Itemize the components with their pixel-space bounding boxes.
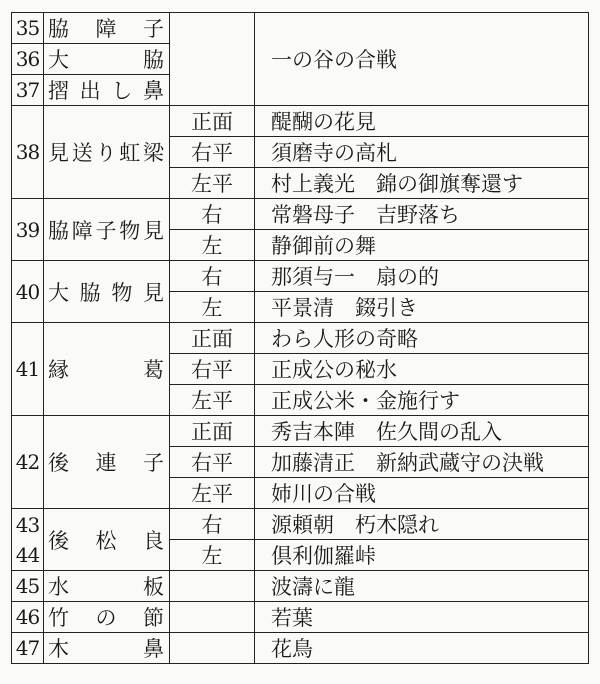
part-name: [48, 44, 164, 74]
table-row: [12, 571, 589, 602]
entry-number: 37: [12, 75, 44, 106]
table-row: [12, 323, 589, 354]
entry-number-line: 44: [15, 542, 40, 567]
part-name: [48, 447, 164, 477]
theme-title: 須磨寺の高札: [255, 137, 589, 168]
part-name: [48, 602, 164, 632]
part-name-cell: [44, 261, 170, 323]
part-name-char: 物: [119, 218, 141, 243]
table-row: [12, 509, 589, 540]
theme-title: 倶利伽羅峠: [255, 540, 589, 571]
part-name-char: 板: [143, 575, 164, 599]
side-cell: 左平: [170, 385, 255, 416]
theme-title: 那須与一 扇の的: [255, 261, 589, 292]
entry-number: 36: [12, 44, 44, 75]
part-name-char: 見: [48, 141, 69, 165]
part-name-char: 後: [48, 451, 69, 475]
theme-title: わら人形の奇略: [255, 323, 589, 354]
part-name-cell: [44, 633, 170, 664]
theme-title: 一の谷の合戦: [255, 13, 589, 106]
side-cell: 正面: [170, 416, 255, 447]
part-name-char: 良: [143, 528, 164, 553]
theme-title: 花鳥: [255, 633, 589, 664]
part-name-char: 鼻: [143, 637, 164, 661]
part-name: [48, 633, 164, 663]
side-cell: [170, 571, 255, 602]
side-cell: [170, 633, 255, 664]
part-name-char: し: [111, 79, 133, 103]
part-name-cell: [44, 13, 170, 44]
part-name-char: 竹: [48, 606, 69, 630]
part-name-char: 見: [142, 280, 164, 305]
part-name: [48, 525, 164, 555]
side-cell: 右平: [170, 137, 255, 168]
part-name: [48, 354, 164, 384]
theme-title: 静御前の舞: [255, 230, 589, 261]
part-name-char: 梁: [143, 141, 164, 165]
table-body: [12, 13, 589, 664]
side-cell: 正面: [170, 106, 255, 137]
part-name-char: 子: [143, 17, 164, 41]
theme-title: 村上義光 錦の御旗奪還す: [255, 168, 589, 199]
carving-list-table: [11, 12, 589, 664]
table-row: [12, 106, 589, 137]
side-cell: 右平: [170, 447, 255, 478]
table-row: [12, 633, 589, 664]
theme-title: 姉川の合戦: [255, 478, 589, 509]
entry-number-line: 43: [15, 512, 40, 537]
entry-number: 47: [12, 633, 44, 664]
part-name-cell: [44, 75, 170, 106]
entry-number: 42: [12, 416, 44, 509]
part-name-char: 子: [143, 451, 164, 475]
theme-title: 正成公米・金施行す: [255, 385, 589, 416]
theme-title: 源頼朝 朽木隠れ: [255, 509, 589, 540]
part-name-char: の: [95, 606, 117, 630]
side-cell: 左平: [170, 478, 255, 509]
table-row: [12, 602, 589, 633]
side-cell: 左: [170, 292, 255, 323]
part-name-char: 摺: [48, 79, 69, 103]
part-name-cell: [44, 416, 170, 509]
part-name-char: 虹: [119, 141, 141, 165]
part-name-char: 木: [48, 637, 69, 661]
side-cell: 左: [170, 230, 255, 261]
part-name: [48, 137, 164, 167]
part-name-cell: [44, 44, 170, 75]
part-name-char: 送: [71, 141, 93, 165]
theme-title: 平景清 錣引き: [255, 292, 589, 323]
part-name-cell: [44, 106, 170, 199]
entry-number: 45: [12, 571, 44, 602]
part-name-char: 物: [111, 280, 133, 305]
theme-title: 加藤清正 新納武蔵守の決戦: [255, 447, 589, 478]
side-cell: 左: [170, 540, 255, 571]
theme-title: 常磐母子 吉野落ち: [255, 199, 589, 230]
part-name-char: 後: [48, 528, 69, 553]
part-name-char: 障: [71, 218, 93, 243]
entry-number: 39: [12, 199, 44, 261]
part-name-cell: [44, 323, 170, 416]
theme-title: 醍醐の花見: [255, 106, 589, 137]
side-cell: 左平: [170, 168, 255, 199]
part-name-char: 松: [95, 528, 117, 553]
side-cell: 正面: [170, 323, 255, 354]
entry-number: 35: [12, 13, 44, 44]
part-name: [48, 75, 164, 105]
part-name: [48, 13, 164, 43]
side-cell: 右: [170, 261, 255, 292]
table-row: [12, 261, 589, 292]
part-name-char: 出: [79, 79, 101, 103]
theme-title: 正成公の秘水: [255, 354, 589, 385]
theme-title: 秀吉本陣 佐久間の乱入: [255, 416, 589, 447]
entry-number: 46: [12, 602, 44, 633]
part-name-char: 脇: [143, 48, 164, 72]
part-name-char: 子: [95, 218, 117, 243]
part-name-cell: [44, 199, 170, 261]
theme-title: 波濤に龍: [255, 571, 589, 602]
part-name-char: 水: [48, 575, 69, 599]
part-name-char: 縁: [48, 358, 69, 382]
entry-number: [12, 509, 44, 571]
theme-title: 若葉: [255, 602, 589, 633]
part-name-char: 鼻: [142, 79, 164, 103]
table-row: [12, 416, 589, 447]
side-cell: [170, 602, 255, 633]
part-name-char: 障: [95, 17, 117, 41]
part-name: [48, 215, 164, 245]
part-name-char: 連: [95, 451, 117, 475]
part-name-char: 大: [48, 48, 69, 72]
part-name: [48, 571, 164, 601]
entry-number: 41: [12, 323, 44, 416]
table-row: [12, 199, 589, 230]
side-cell: [170, 13, 255, 106]
entry-number: 40: [12, 261, 44, 323]
table-row: [12, 13, 589, 44]
part-name-cell: [44, 509, 170, 571]
part-name-char: 葛: [143, 358, 164, 382]
side-cell: 右平: [170, 354, 255, 385]
side-cell: 右: [170, 199, 255, 230]
entry-number: 38: [12, 106, 44, 199]
part-name-char: 見: [143, 218, 164, 243]
part-name-cell: [44, 571, 170, 602]
part-name-char: り: [95, 141, 117, 165]
part-name-char: 脇: [79, 280, 101, 305]
part-name-char: 大: [48, 280, 69, 305]
part-name-cell: [44, 602, 170, 633]
part-name-char: 脇: [48, 218, 69, 243]
part-name: [48, 277, 164, 307]
part-name-char: 節: [143, 606, 164, 630]
side-cell: 右: [170, 509, 255, 540]
part-name-char: 脇: [48, 17, 69, 41]
